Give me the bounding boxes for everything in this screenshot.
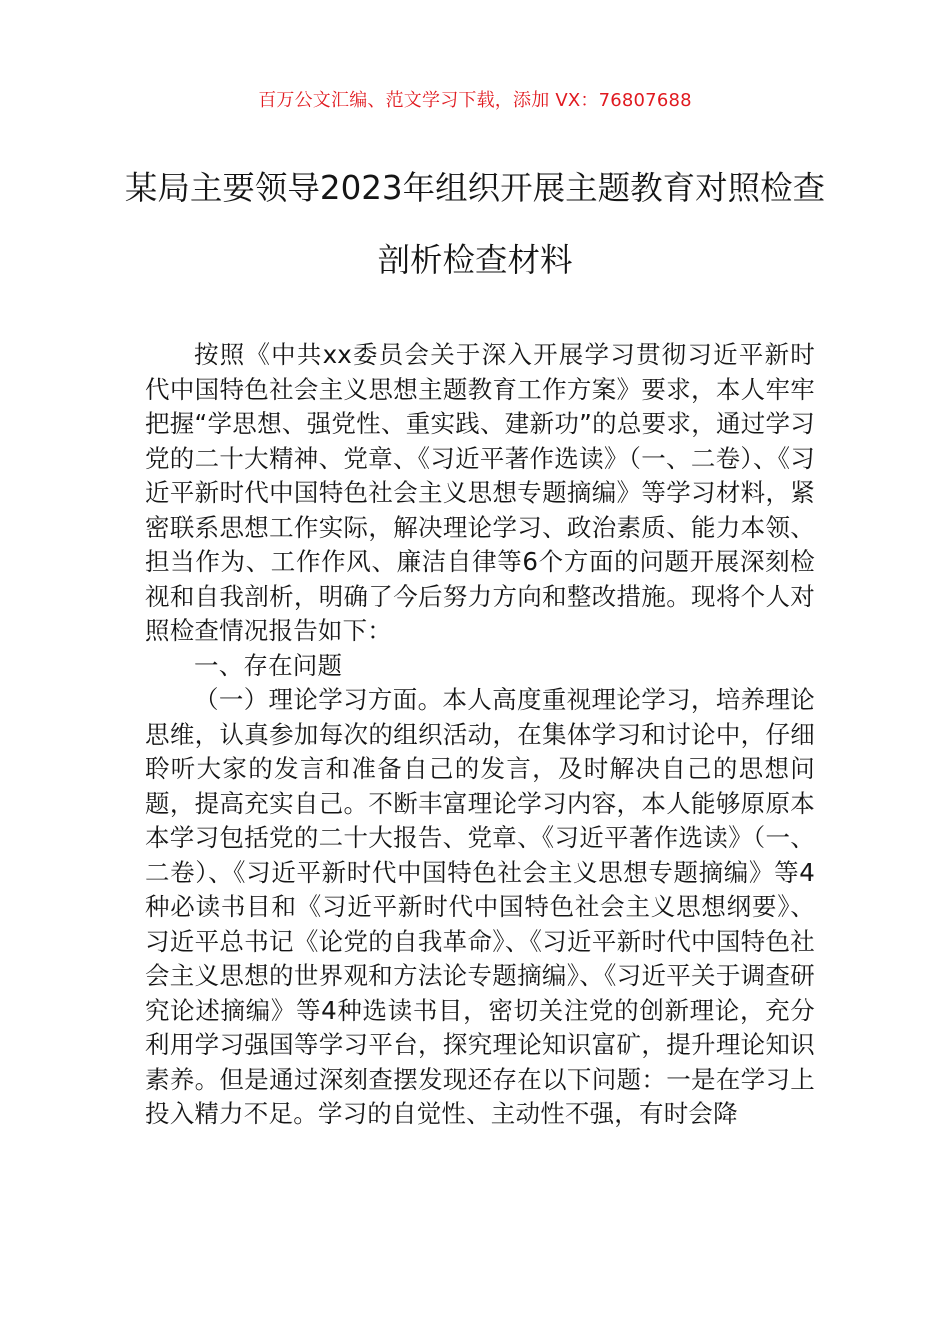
theory-study-paragraph: （一）理论学习方面。本人高度重视理论学习，培养理论思维，认真参加每次的组织活动，在集体学习和讨论中，仔细聆听大家的发言和准备自己的发言，及时解决自己的思想问题，提高充实自己。不断丰富理论学习内容，本人能够原原本本学习包括党的二十大报告、党章、《习近平著作选读》（一、二卷）、《习近平新时代中国特色社会主义思想专题摘编》等4种必读书目和《习近平新时代中国特色社会主义思想纲要》、习近平总书记《论党的自我革命》、《习近平新时代中国特色社会主义思想的世界观和方法论专题摘编》、《习近平关于调查研究论述摘编》等4种选读书目，密切关注党的创新理论，充分利用学习强国等学习平台，探究理论知识富矿，提升理论知识素养。但是通过深刻查摆发现还存在以下问题：一是在学习上投入精力不足。学习的自觉性、主动性不强，有时会降	[145, 685, 815, 1128]
document-title: 某局主要领导2023年组织开展主题教育对照检查剖析检查材料	[124, 169, 826, 279]
intro-paragraph: 按照《中共xx委员会关于深入开展学习贯彻习近平新时代中国特色社会主义思想主题教育工作方案》要求，本人牢牢把握“学思想、强党性、重实践、建新功”的总要求，通过学习党的二十大精神、党章、《习近平著作选读》（一、二卷）、《习近平新时代中国特色社会主义思想专题摘编》等学习材料，紧密联系思想工作实际，解决理论学习、政治素质、能力本领、担当作为、工作作风、廉洁自律等6个方面的问题开展深刻检视和自我剖析，明确了今后努力方向和整改措施。现将个人对照检查情况报告如下：	[145, 340, 815, 645]
section-heading-problems: 一、存在问题	[194, 650, 343, 680]
header-ad-text: 百万公文汇编、范文学习下载，添加 VX：76807688	[258, 90, 692, 111]
document-body	[145, 338, 815, 1132]
